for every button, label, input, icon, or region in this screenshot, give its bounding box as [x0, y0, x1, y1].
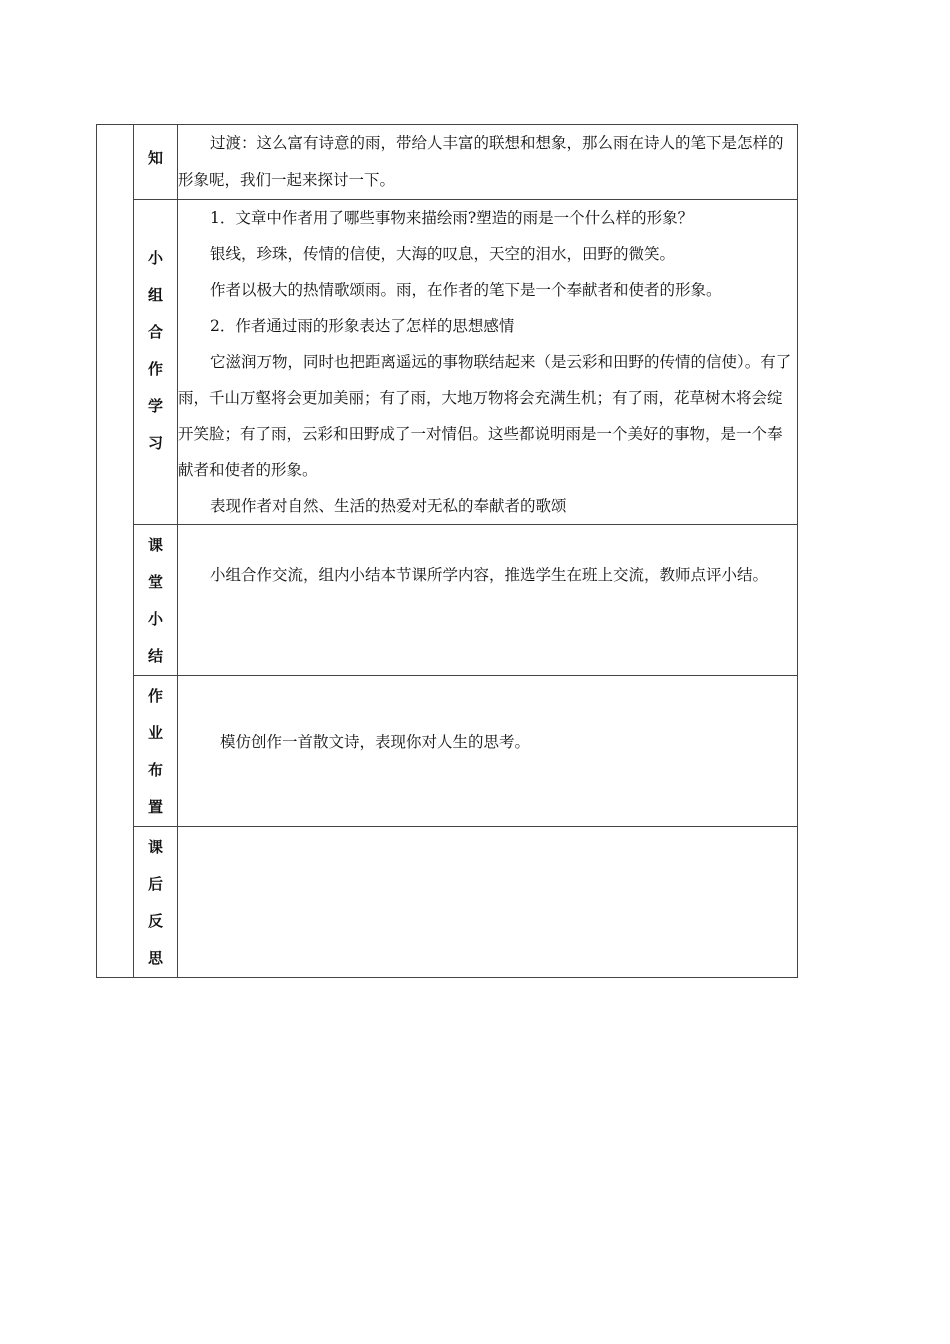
row-reflection: [97, 827, 798, 978]
label-char: 学: [147, 397, 163, 415]
content-transition: [178, 125, 798, 200]
row-zhi: [97, 125, 798, 200]
content-group-study: [178, 200, 798, 525]
label-char: 堂: [147, 573, 163, 591]
paragraph: 小组合作交流，组内小结本节课所学内容，推选学生在班上交流，教师点评小结。: [210, 566, 769, 584]
label-char: 合: [147, 323, 163, 341]
label-char: 课: [147, 838, 163, 856]
row-group-study: [97, 200, 798, 525]
label-char: 结: [147, 647, 163, 665]
lesson-plan-table: [96, 124, 798, 978]
row-class-summary: [97, 525, 798, 676]
paragraph: 模仿创作一首散文诗，表现你对人生的思考。: [220, 733, 531, 751]
paragraph: 过渡：这么富有诗意的雨，带给人丰富的联想和想象，那么雨在诗人的笔下是怎样的形象呢，我们一起来探讨一下。: [178, 134, 784, 189]
label-reflection: [134, 827, 178, 978]
paragraph: 表现作者对自然、生活的热爱对无私的奉献者的歌颂: [210, 497, 567, 515]
label-char: 业: [147, 724, 163, 742]
label-char: 反: [147, 912, 163, 930]
label-char: 作: [147, 687, 163, 705]
content-homework: [178, 676, 798, 827]
label-class-summary: [134, 525, 178, 676]
content-reflection: [178, 827, 798, 978]
outer-column-cell: [97, 125, 134, 978]
label-char: 后: [147, 875, 163, 893]
label-char: 组: [147, 286, 163, 304]
label-char: 知: [147, 149, 163, 167]
label-char: 小: [147, 610, 163, 628]
label-char: 习: [147, 434, 163, 452]
paragraph: 银线，珍珠，传情的信使，大海的叹息，天空的泪水，田野的微笑。: [210, 245, 676, 263]
paragraph: 作者以极大的热情歌颂雨。雨，在作者的笔下是一个奉献者和使者的形象。: [210, 281, 722, 299]
label-group-study: [134, 200, 178, 525]
label-zhi: [134, 125, 178, 200]
content-class-summary: [178, 525, 798, 676]
label-char: 作: [147, 360, 163, 378]
label-homework: [134, 676, 178, 827]
label-char: 思: [147, 949, 163, 967]
label-char: 布: [147, 761, 163, 779]
paragraph: 2．作者通过雨的形象表达了怎样的思想感情: [210, 317, 515, 335]
paragraph: 1．文章中作者用了哪些事物来描绘雨?塑造的雨是一个什么样的形象？: [210, 209, 694, 227]
label-char: 置: [147, 798, 163, 816]
paragraph: 它滋润万物，同时也把距离遥远的事物联结起来（是云彩和田野的传情的信使）。有了雨，千山万壑将会更加美丽；有了雨，大地万物将会充满生机；有了雨，花草树木将会绽开笑脸；有了雨，云彩和田野成了一对情侣。这些都说明雨是一个美好的事物，是一个奉献者和使者的形象。: [178, 353, 792, 479]
row-homework: [97, 676, 798, 827]
label-char: 课: [147, 536, 163, 554]
label-char: 小: [147, 249, 163, 267]
